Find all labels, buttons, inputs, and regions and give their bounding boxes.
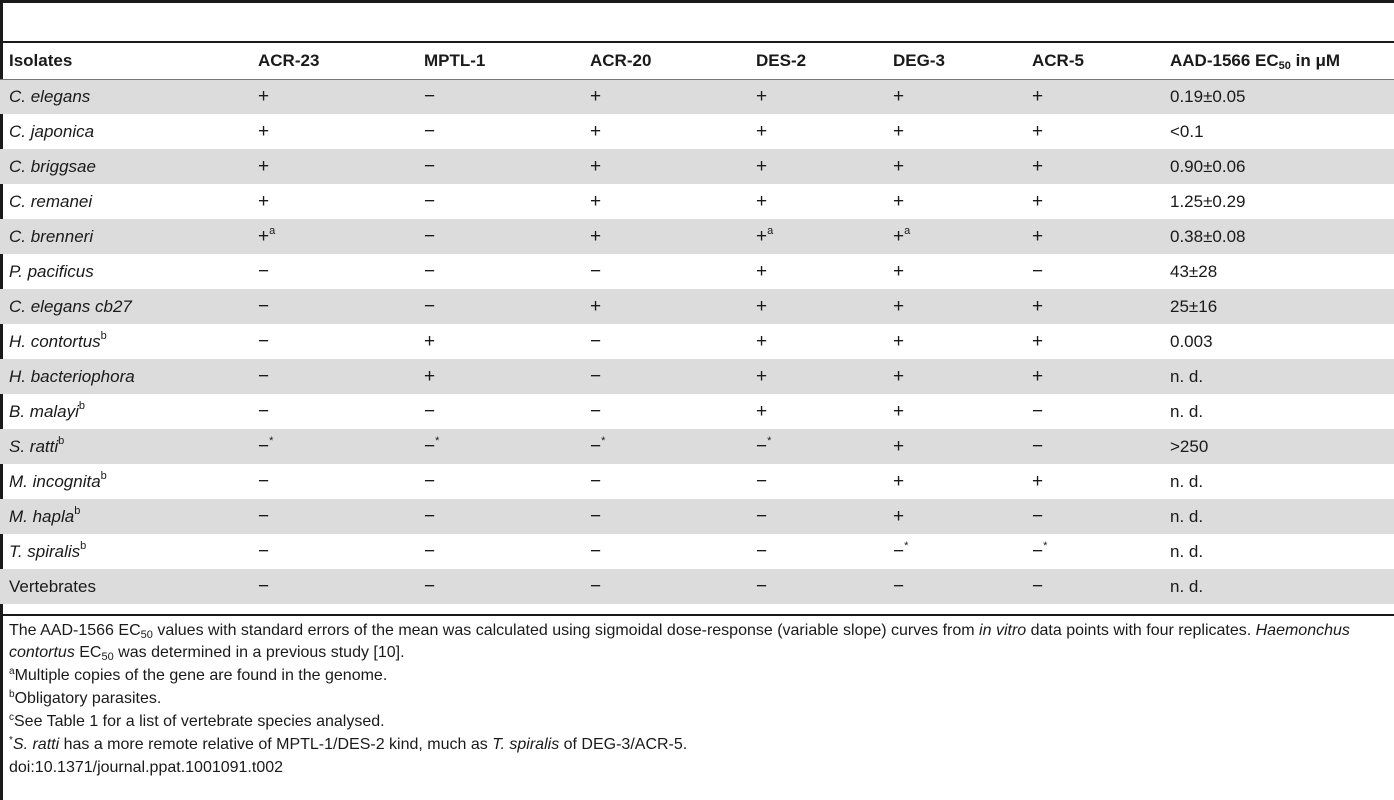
des2-cell (747, 394, 884, 429)
presence-symbol: + (590, 120, 602, 142)
table-row (0, 569, 1394, 604)
mptl1-cell (415, 394, 581, 429)
acr20-cell (581, 184, 747, 219)
ec50-cell: >250 (1170, 436, 1209, 456)
species-name: C. elegans (9, 86, 91, 106)
species-footnote-mark: b (58, 434, 65, 447)
note-sub: 50 (101, 651, 114, 663)
species-cell (0, 359, 249, 394)
ec50-cell: n. d. (1170, 471, 1204, 491)
species-name: M. incognita (9, 471, 101, 491)
deg3-cell (884, 149, 1023, 184)
presence-symbol: − (590, 260, 602, 282)
doi-text: doi:10.1371/journal.ppat.1001091.t002 (9, 759, 284, 776)
des2-cell (747, 184, 884, 219)
presence-symbol: − (590, 400, 602, 422)
table-row (0, 114, 1394, 149)
species-name: C. elegans cb27 (9, 296, 132, 316)
species-name: B. malayi (9, 401, 79, 421)
deg3-cell (884, 289, 1023, 324)
acr23-cell (249, 184, 415, 219)
presence-symbol: − (590, 365, 602, 387)
ec50-cell: 0.19±0.05 (1170, 86, 1246, 106)
species-cell (0, 499, 249, 534)
presence-symbol: − (756, 435, 768, 457)
presence-symbol: + (893, 260, 905, 282)
presence-symbol: + (893, 190, 905, 212)
species-footnote-mark: b (100, 329, 107, 342)
presence-symbol: − (1032, 435, 1044, 457)
acr23-cell (249, 534, 415, 569)
presence-symbol: + (424, 330, 436, 352)
presence-symbol: − (424, 120, 436, 142)
acr23-cell (249, 499, 415, 534)
acr5-cell (1023, 324, 1161, 359)
deg3-cell (884, 324, 1023, 359)
acr23-cell (249, 149, 415, 184)
footnote-text: See Table 1 for a list of vertebrate species analysed. (14, 713, 385, 730)
presence-symbol: − (424, 400, 436, 422)
acr5-cell (1023, 289, 1161, 324)
presence-symbol: + (1032, 120, 1044, 142)
acr23-cell (249, 114, 415, 149)
ec50-cell: n. d. (1170, 576, 1204, 596)
mptl1-cell (415, 114, 581, 149)
presence-symbol: − (424, 295, 436, 317)
acr5-cell (1023, 149, 1161, 184)
presence-symbol: + (590, 190, 602, 212)
note-text: The AAD-1566 EC (9, 622, 141, 639)
acr5-cell (1023, 114, 1161, 149)
acr5-cell (1023, 569, 1161, 604)
mptl1-cell (415, 569, 581, 604)
presence-symbol: − (590, 470, 602, 492)
acr23-cell (249, 289, 415, 324)
presence-symbol: − (590, 435, 602, 457)
presence-symbol: + (258, 155, 270, 177)
acr20-cell (581, 499, 747, 534)
presence-symbol: + (756, 365, 768, 387)
ec50-header-suffix: in μM (1290, 51, 1341, 71)
deg3-cell (884, 394, 1023, 429)
acr20-cell (581, 464, 747, 499)
ec50-cell: 25±16 (1170, 296, 1218, 316)
footnote-italic: T. spiralis (492, 736, 560, 753)
species-cell (0, 289, 249, 324)
presence-symbol: + (893, 470, 905, 492)
mptl1-cell (415, 534, 581, 569)
presence-symbol: + (1032, 225, 1044, 247)
mptl1-cell (415, 464, 581, 499)
des2-cell (747, 219, 884, 254)
presence-symbol: + (893, 505, 905, 527)
presence-symbol: − (258, 295, 270, 317)
species-name: C. japonica (9, 121, 95, 141)
des2-cell (747, 254, 884, 289)
species-cell (0, 254, 249, 289)
des2-cell (747, 149, 884, 184)
footnote-text: Multiple copies of the gene are found in the genome. (14, 667, 388, 684)
table-row (0, 499, 1394, 534)
presence-symbol: + (756, 155, 768, 177)
footnote-mark: b (9, 689, 15, 700)
acr5-cell (1023, 464, 1161, 499)
presence-symbol: − (258, 435, 270, 457)
acr23-cell (249, 464, 415, 499)
note-italic: Haemonchus contortus (9, 622, 1350, 661)
ec50-header-prefix: AAD-1566 EC (1170, 51, 1279, 71)
mptl1-cell (415, 289, 581, 324)
des2-cell (747, 429, 884, 464)
deg3-cell (884, 429, 1023, 464)
species-name: Vertebrates (9, 576, 96, 596)
species-cell (0, 184, 249, 219)
footnote-mark: c (9, 712, 14, 723)
presence-symbol: − (258, 540, 270, 562)
table-row (0, 359, 1394, 394)
presence-symbol: − (424, 575, 436, 597)
acr20-cell (581, 289, 747, 324)
top-border (0, 0, 1394, 3)
species-name: C. brenneri (9, 226, 94, 246)
deg3-cell (884, 569, 1023, 604)
footnote-text: has a more remote relative of MPTL-1/DES-2 kind, much as (59, 736, 493, 753)
presence-symbol: − (424, 225, 436, 247)
footnote-text: Obligatory parasites. (14, 690, 162, 707)
acr20-cell (581, 429, 747, 464)
acr23-cell (249, 324, 415, 359)
species-footnote-mark: b (74, 504, 81, 517)
species-cell (0, 79, 249, 114)
footnote-mark: * (9, 735, 13, 746)
presence-symbol: + (1032, 295, 1044, 317)
deg3-cell (884, 254, 1023, 289)
presence-symbol: − (893, 540, 905, 562)
presence-symbol: − (424, 190, 436, 212)
table-row (0, 184, 1394, 219)
presence-symbol: + (893, 330, 905, 352)
ec50-header-sub: 50 (1278, 60, 1291, 73)
mptl1-cell (415, 219, 581, 254)
species-name: P. pacificus (9, 261, 94, 281)
presence-symbol: + (1032, 155, 1044, 177)
table-row (0, 149, 1394, 184)
presence-symbol: − (590, 505, 602, 527)
table-row (0, 79, 1394, 114)
deg3-cell (884, 464, 1023, 499)
acr5-cell (1023, 219, 1161, 254)
acr20-cell (581, 254, 747, 289)
presence-symbol: − (258, 400, 270, 422)
ec50-cell: n. d. (1170, 366, 1204, 386)
ec50-table (0, 44, 1394, 604)
cell-footnote-mark: * (1043, 539, 1048, 552)
col-acr20: ACR-20 (581, 44, 747, 79)
presence-symbol: − (258, 260, 270, 282)
mptl1-cell (415, 359, 581, 394)
species-cell (0, 429, 249, 464)
table-row (0, 324, 1394, 359)
presence-symbol: + (1032, 330, 1044, 352)
acr20-cell (581, 79, 747, 114)
acr20-cell (581, 149, 747, 184)
species-name: T. spiralis (9, 541, 81, 561)
note-text: EC (74, 644, 102, 661)
ec50-cell: 43±28 (1170, 261, 1218, 281)
acr23-cell (249, 569, 415, 604)
cell-footnote-mark: * (269, 434, 274, 447)
presence-symbol: − (756, 575, 768, 597)
cell-footnote-mark: a (269, 224, 276, 237)
acr23-cell (249, 79, 415, 114)
presence-symbol: + (258, 85, 270, 107)
deg3-cell (884, 219, 1023, 254)
presence-symbol: + (893, 155, 905, 177)
mptl1-cell (415, 499, 581, 534)
species-cell (0, 149, 249, 184)
species-cell (0, 219, 249, 254)
acr5-cell (1023, 254, 1161, 289)
cell-footnote-mark: * (767, 434, 772, 447)
species-name: H. bacteriophora (9, 366, 135, 386)
ec50-cell: <0.1 (1170, 121, 1204, 141)
species-name: H. contortus (9, 331, 101, 351)
presence-symbol: − (756, 540, 768, 562)
des2-cell (747, 289, 884, 324)
presence-symbol: − (590, 540, 602, 562)
presence-symbol: − (424, 260, 436, 282)
cell-footnote-mark: * (435, 434, 440, 447)
des2-cell (747, 464, 884, 499)
cell-footnote-mark: * (601, 434, 606, 447)
ec50-cell: 1.25±0.29 (1170, 191, 1246, 211)
footnote-star (9, 733, 1389, 756)
footnote-mark: a (9, 666, 15, 677)
presence-symbol: + (893, 85, 905, 107)
species-cell (0, 569, 249, 604)
presence-symbol: − (424, 435, 436, 457)
presence-symbol: + (756, 260, 768, 282)
note-text: data points with four replicates. (1026, 622, 1256, 639)
mptl1-cell (415, 324, 581, 359)
acr5-cell (1023, 184, 1161, 219)
deg3-cell (884, 499, 1023, 534)
acr23-cell (249, 394, 415, 429)
presence-symbol: + (893, 120, 905, 142)
presence-symbol: − (756, 505, 768, 527)
species-cell (0, 464, 249, 499)
deg3-cell (884, 114, 1023, 149)
cell-footnote-mark: * (904, 539, 909, 552)
cell-footnote-mark: a (767, 224, 774, 237)
col-acr23: ACR-23 (249, 44, 415, 79)
presence-symbol: + (756, 225, 768, 247)
presence-symbol: − (1032, 505, 1044, 527)
species-name: C. remanei (9, 191, 93, 211)
acr23-cell (249, 429, 415, 464)
species-cell (0, 534, 249, 569)
acr20-cell (581, 324, 747, 359)
bottom-rule (0, 614, 1394, 616)
presence-symbol: − (424, 155, 436, 177)
deg3-cell (884, 359, 1023, 394)
presence-symbol: + (756, 295, 768, 317)
species-name: M. hapla (9, 506, 75, 526)
presence-symbol: + (258, 225, 270, 247)
mptl1-cell (415, 149, 581, 184)
des2-cell (747, 79, 884, 114)
acr5-cell (1023, 359, 1161, 394)
acr5-cell (1023, 79, 1161, 114)
presence-symbol: + (590, 155, 602, 177)
deg3-cell (884, 79, 1023, 114)
presence-symbol: − (1032, 540, 1044, 562)
col-mptl1: MPTL-1 (415, 44, 581, 79)
presence-symbol: + (590, 225, 602, 247)
header-row (0, 44, 1394, 79)
presence-symbol: − (424, 540, 436, 562)
presence-symbol: + (590, 85, 602, 107)
col-deg3: DEG-3 (884, 44, 1023, 79)
acr5-cell (1023, 394, 1161, 429)
table-row (0, 254, 1394, 289)
presence-symbol: − (893, 575, 905, 597)
col-des2: DES-2 (747, 44, 884, 79)
table-notes (9, 620, 1389, 779)
note-italic: in vitro (979, 622, 1027, 639)
mptl1-cell (415, 429, 581, 464)
mptl1-cell (415, 79, 581, 114)
footnote-italic: S. ratti (12, 736, 60, 753)
species-footnote-mark: b (80, 539, 87, 552)
presence-symbol: − (424, 470, 436, 492)
acr23-cell (249, 219, 415, 254)
ec50-cell: n. d. (1170, 401, 1204, 421)
note-sub: 50 (140, 629, 153, 641)
presence-symbol: − (590, 330, 602, 352)
acr20-cell (581, 219, 747, 254)
acr20-cell (581, 569, 747, 604)
des2-cell (747, 534, 884, 569)
acr20-cell (581, 394, 747, 429)
cell-footnote-mark: a (904, 224, 911, 237)
presence-symbol: − (756, 470, 768, 492)
presence-symbol: − (424, 505, 436, 527)
presence-symbol: − (258, 365, 270, 387)
col-ec50 (1161, 44, 1394, 79)
presence-symbol: + (258, 120, 270, 142)
ec50-cell: 0.90±0.06 (1170, 156, 1246, 176)
presence-symbol: + (893, 225, 905, 247)
ec50-cell: n. d. (1170, 541, 1204, 561)
presence-symbol: − (258, 470, 270, 492)
acr5-cell (1023, 534, 1161, 569)
presence-symbol: − (258, 505, 270, 527)
presence-symbol: + (756, 85, 768, 107)
deg3-cell (884, 534, 1023, 569)
ec50-cell: 0.003 (1170, 331, 1213, 351)
presence-symbol: − (258, 575, 270, 597)
acr20-cell (581, 114, 747, 149)
table-row (0, 534, 1394, 569)
acr23-cell (249, 254, 415, 289)
presence-symbol: − (1032, 260, 1044, 282)
presence-symbol: + (893, 365, 905, 387)
footnote-b (9, 687, 1389, 710)
species-footnote-mark: b (100, 469, 107, 482)
mptl1-cell (415, 254, 581, 289)
ec50-cell: n. d. (1170, 506, 1204, 526)
presence-symbol: + (258, 190, 270, 212)
acr5-cell (1023, 429, 1161, 464)
des2-cell (747, 114, 884, 149)
presence-symbol: + (1032, 470, 1044, 492)
ec50-cell: 0.38±0.08 (1170, 226, 1246, 246)
table-row (0, 429, 1394, 464)
presence-symbol: + (756, 190, 768, 212)
presence-symbol: + (1032, 85, 1044, 107)
acr23-cell (249, 359, 415, 394)
presence-symbol: + (893, 295, 905, 317)
doi-line (9, 756, 1389, 779)
presence-symbol: + (756, 330, 768, 352)
species-footnote-mark: b (78, 399, 86, 412)
table-row (0, 289, 1394, 324)
acr20-cell (581, 359, 747, 394)
species-cell (0, 324, 249, 359)
note-text: values with standard errors of the mean was calculated using sigmoidal dose-response (variable slope) curves from (152, 622, 980, 639)
species-cell (0, 114, 249, 149)
table-row (0, 394, 1394, 429)
species-cell (0, 394, 249, 429)
presence-symbol: + (756, 120, 768, 142)
presence-symbol: + (1032, 190, 1044, 212)
des2-cell (747, 499, 884, 534)
col-acr5: ACR-5 (1023, 44, 1161, 79)
mptl1-cell (415, 184, 581, 219)
note-method (9, 620, 1389, 664)
presence-symbol: − (590, 575, 602, 597)
des2-cell (747, 359, 884, 394)
presence-symbol: + (893, 400, 905, 422)
species-name: S. ratti (9, 436, 59, 456)
note-text: was determined in a previous study [10]. (113, 644, 405, 661)
presence-symbol: + (424, 365, 436, 387)
acr20-cell (581, 534, 747, 569)
presence-symbol: − (258, 330, 270, 352)
footnote-a (9, 664, 1389, 687)
presence-symbol: + (590, 295, 602, 317)
des2-cell (747, 324, 884, 359)
footnote-c (9, 710, 1389, 733)
presence-symbol: − (1032, 400, 1044, 422)
presence-symbol: + (893, 435, 905, 457)
presence-symbol: + (756, 400, 768, 422)
presence-symbol: − (424, 85, 436, 107)
deg3-cell (884, 184, 1023, 219)
col-isolates: Isolates (0, 44, 249, 79)
presence-symbol: − (1032, 575, 1044, 597)
header-rule (0, 41, 1394, 43)
species-name: C. briggsae (9, 156, 96, 176)
acr5-cell (1023, 499, 1161, 534)
des2-cell (747, 569, 884, 604)
table-row (0, 464, 1394, 499)
footnote-text: of DEG-3/ACR-5. (559, 736, 688, 753)
presence-symbol: + (1032, 365, 1044, 387)
table-row (0, 219, 1394, 254)
